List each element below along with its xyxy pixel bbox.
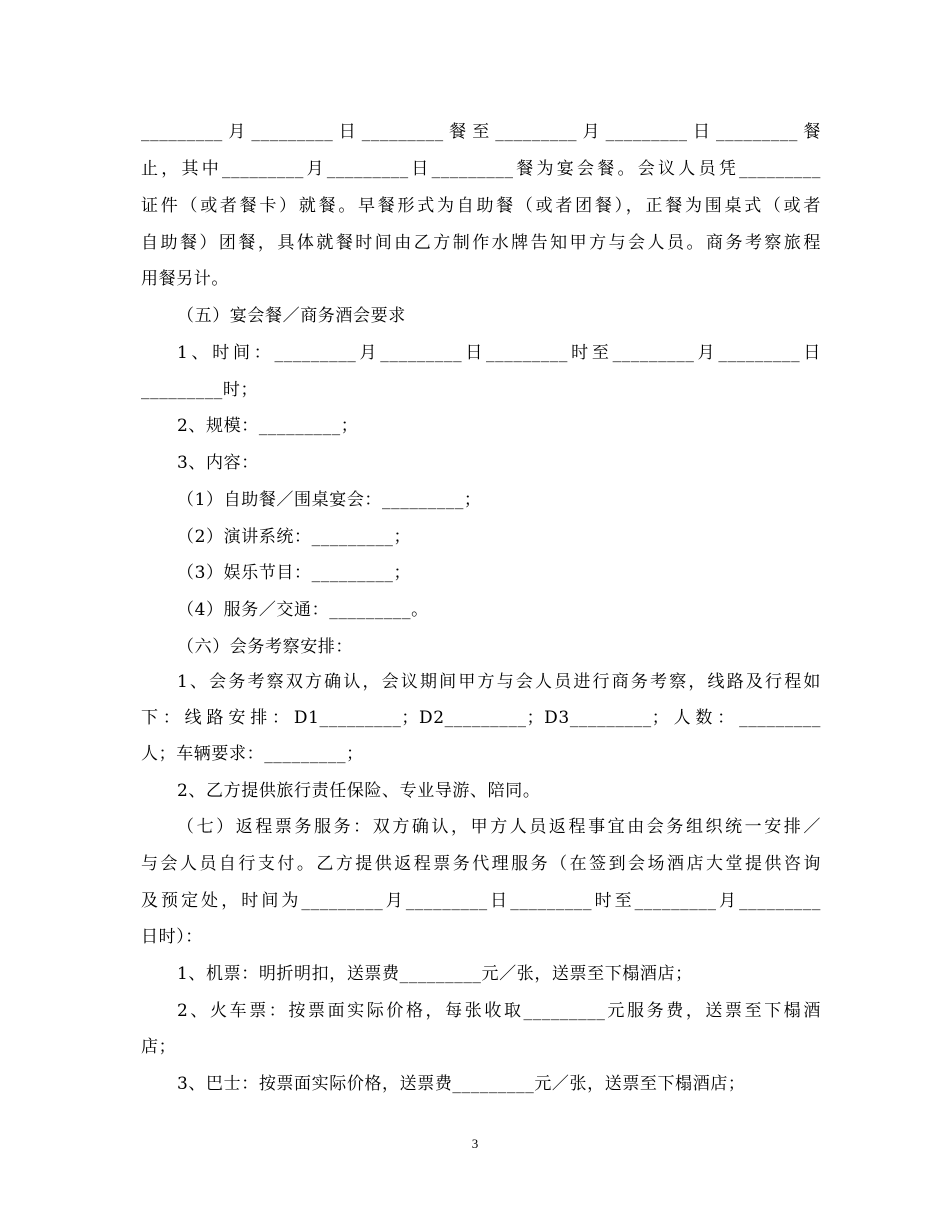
text-line: 1、机票：明折明扣，送票费_________元／张，送票至下榻酒店； xyxy=(177,964,693,984)
text-line: （2）演讲系统：_________； xyxy=(177,527,412,547)
text-line: 人；车辆要求：_________； xyxy=(141,744,364,764)
text-line: 自助餐）团餐，具体就餐时间由乙方制作水牌告知甲方与会人员。商务考察旅程 xyxy=(141,233,821,253)
text-line: 止，其中_________月_________日_________餐为宴会餐。会议人员凭_________ xyxy=(141,159,821,179)
text-line: 1、会务考察双方确认，会议期间甲方与会人员进行商务考察，线路及行程如 xyxy=(177,672,821,692)
text-line: （3）娱乐节目：_________； xyxy=(177,563,412,583)
text-line: _________月_________日_________餐至_________月_________日_________餐 xyxy=(141,122,821,142)
text-line: 3、内容： xyxy=(177,453,259,473)
text-line: 3、巴士：按票面实际价格，送票费_________元／张，送票至下榻酒店； xyxy=(177,1074,746,1094)
section-heading: （五）宴会餐／商务酒会要求 xyxy=(177,306,406,326)
text-line: 用餐另计。 xyxy=(141,269,229,289)
section-heading: （七）返程票务服务：双方确认，甲方人员返程事宜由会务组织统一安排／ xyxy=(177,817,821,837)
page-number: 3 xyxy=(471,1136,479,1151)
text-line: 及预定处，时间为_________月_________日_________时至_________月_________ xyxy=(141,891,821,911)
text-line: （4）服务／交通：_________。 xyxy=(177,600,429,620)
text-line: 店； xyxy=(141,1037,177,1057)
text-line: 日时）： xyxy=(141,927,203,947)
text-line: （1）自助餐／围桌宴会：_________； xyxy=(177,490,482,510)
text-line: 下：线路安排：D1_________；D2_________；D3_________；人数：_________ xyxy=(141,708,821,728)
text-line: 2、火车票：按票面实际价格，每张收取_________元服务费，送票至下榻酒 xyxy=(177,1001,821,1021)
text-line: 与会人员自行支付。乙方提供返程票务代理服务（在签到会场酒店大堂提供咨询 xyxy=(141,854,821,874)
text-line: 1、时间：_________月_________日_________时至_________月_________日 xyxy=(177,343,821,363)
text-line: _________时； xyxy=(141,380,259,400)
text-line: 2、乙方提供旅行责任保险、专业导游、陪同。 xyxy=(177,781,541,801)
section-heading: （六）会务考察安排： xyxy=(177,637,353,657)
text-line: 2、规模：_________； xyxy=(177,416,359,436)
text-line: 证件（或者餐卡）就餐。早餐形式为自助餐（或者团餐），正餐为围桌式（或者 xyxy=(141,196,821,216)
